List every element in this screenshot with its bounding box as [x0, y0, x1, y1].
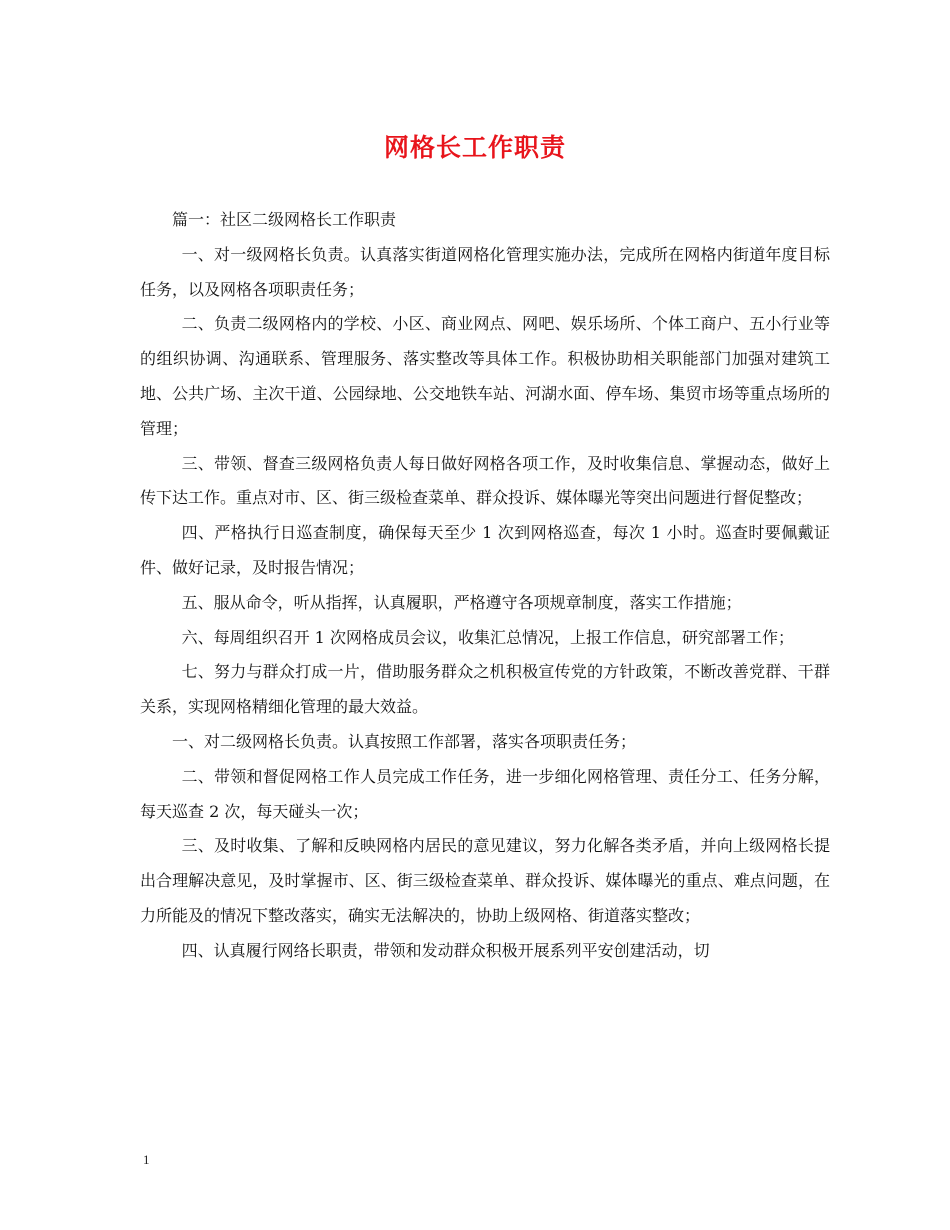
- body-paragraph: 七、努力与群众打成一片，借助服务群众之机积极宣传党的方针政策，不断改善党群、干群关系，实现网格精细化管理的最大效益。: [140, 662, 830, 717]
- body-paragraph: 三、及时收集、了解和反映网格内居民的意见建议，努力化解各类矛盾，并向上级网格长提出合理解决意见，及时掌握市、区、街三级检查菜单、群众投诉、媒体曝光的重点、难点问题，在力所能及的情况下整改落实，确实无法解决的，协助上级网格、街道落实整改；: [140, 836, 830, 925]
- body-paragraph: 一、对一级网格长负责。认真落实街道网格化管理实施办法，完成所在网格内街道年度目标任务，以及网格各项职责任务；: [140, 244, 830, 299]
- body-paragraph: 三、带领、督查三级网格负责人每日做好网格各项工作，及时收集信息、掌握动态，做好上传下达工作。重点对市、区、街三级检查菜单、群众投诉、媒体曝光等突出问题进行督促整改；: [140, 453, 830, 508]
- body-paragraph: 六、每周组织召开 1 次网格成员会议，收集汇总情况，上报工作信息，研究部署工作；: [181, 627, 794, 647]
- body-paragraph: 二、负责二级网格内的学校、小区、商业网点、网吧、娱乐场所、个体工商户、五小行业等的组织协调、沟通联系、管理服务、落实整改等具体工作。积极协助相关职能部门加强对建筑工地、公共广场、主次干道、公园绿地、公交地铁车站、河湖水面、停车场、集贸市场等重点场所的管理；: [140, 314, 830, 438]
- document-title: 网格长工作职责: [383, 133, 566, 162]
- body-paragraph: 四、严格执行日巡查制度，确保每天至少 1 次到网格巡查，每次 1 小时。巡查时要佩戴证件、做好记录，及时报告情况；: [140, 523, 830, 577]
- body-paragraph: 五、服从命令，听从指挥，认真履职，严格遵守各项规章制度，落实工作措施；: [181, 592, 742, 612]
- document-body: [140, 203, 830, 969]
- body-paragraph: 篇一：社区二级网格长工作职责: [172, 210, 397, 229]
- body-paragraph: 四、认真履行网络长职责，带领和发动群众积极开展系列平安创建活动，切: [181, 940, 710, 960]
- body-paragraph: 一、对二级网格长负责。认真按照工作部署，落实各项职责任务；: [172, 731, 637, 751]
- body-paragraph: 二、带领和督促网格工作人员完成工作任务，进一步细化网格管理、责任分工、任务分解，每天巡查 2 次，每天碰头一次；: [140, 766, 830, 821]
- page-number: 1: [143, 1152, 150, 1167]
